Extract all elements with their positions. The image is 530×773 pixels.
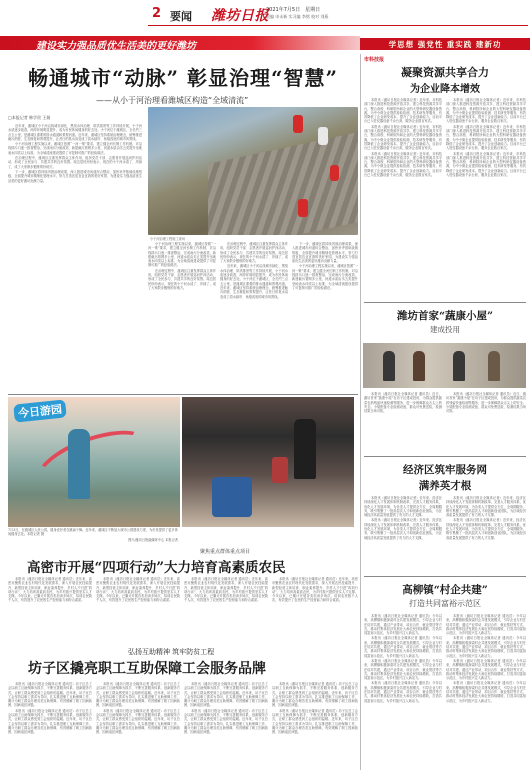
right-story4-subtitle: 打造共同富裕示范区 [409, 599, 481, 608]
issue-date: 2021年7月5日 星期日 [266, 7, 321, 13]
body-paragraph: 本报讯（潍坊日报社全媒体记者 通讯员）坊子区总工会以职工互助保障为抓手，不断完善服务体系，创新服务方式，让职工群众感受到工会组织的温暖。近年来，坊子区总工会坚持以职工需求为导向，扎实推进职工互助保障工作，累计为职工群众办理各类互助保障，有效缓解了职工因病致困、因病返贫问题。 [96, 682, 180, 708]
story2-body-col1 [8, 577, 92, 643]
body-paragraph: 近年来，潍城区小于河沿线城市绿化、黑臭水体治理、防洪排涝等工作持续开展，小于河水质逐步改善，两岸环境明显提升，成为市民休闲健身的好去处。小于河位于潍城区，全长约三点五公里，是潍城区重要的排水通道和景观河道。近年来，潍城区坚持系统治理理念，统筹推进截污纳管、生态修复和景观提升，让昔日的臭水沟变成了清水绿岸、鱼翔浅底的城市风景线。 [220, 264, 288, 299]
right-story2-subtitle: 建成投用 [430, 325, 460, 334]
body-paragraph: 本报讯（潍坊日报社全媒体记者 通讯员）近年来，高密市聚焦农业农村现代化发展需求，深入开展农民技能提升、新型经营主体培育、职业素养提升、乡村人才引进“四项行动”，大力培育高素质农民，为乡村振兴提供坚实人才支撑。今年以来，已累计开展各类培训多场次，培训农民数千人次，有效提升了农民的生产经营能力和综合素质。 [272, 577, 358, 603]
worker-figure [330, 165, 339, 181]
right-divider [364, 456, 526, 457]
today-park-mascot: 今日游园 [13, 399, 67, 422]
body-paragraph: 本报讯（潍坊日报社全媒体记者 通讯员）近日，潍坊首家“蔬康小屋”在坊子区建成投用，为群众提供蔬菜农药残留快速检测等服务，进一步保障群众舌尖上的安全。小屋配备专业检测设备，群众可免费送检，检测结果当场可知。 [364, 392, 442, 414]
slogan-banner-right [360, 38, 530, 50]
right-column-tag: 市科技报 [364, 57, 385, 63]
body-paragraph: 本报讯（潍坊日报社全媒体记者）近年来，经济区持续深化人才发展体制机制改革，完善人才服务体系，优化人才发展环境，为各类人才提供全方位、全周期服务，吸引集聚了一批高层次人才和创新创业团队，为区域经济高质量发展提供了有力的人才支撑。 [364, 496, 442, 518]
story2-label: 聚焦重点群体重点项目 [200, 549, 251, 555]
main-subhead: ——从小于河治理看潍城区构造“全域清流” [96, 96, 249, 105]
photo-caption: 小于河治理工程施工现场 [150, 237, 186, 241]
newspaper-logo: 潍坊日报 [211, 8, 269, 24]
body-paragraph: 小于河治理工程实施以来，潍城区按照“一河一策”要求，建立健全河长制工作机制，对沿线排污口逐一排查整治，完成雨污分流改造，新建截污管网多公里，河道水质由劣五类提升至地表水四类以上标准，为全域清流建设提供了可复制可推广的经验做法。 [8, 142, 142, 155]
photo-caption-text: 7月3日，在潍城区人民公园，健身爱好者在跳扇子舞。近年来，潍城区不断加大城市公园建设力度，为市民提供了更多休闲健身去处。本报记者 摄 [8, 528, 178, 537]
person-figure [383, 351, 395, 381]
right-story3-body-b [446, 496, 526, 572]
body-paragraph: 本报讯（潍坊日报社全媒体记者）近年来，市科技部门深入推进科技资源开放共享，建立科技资源共享平台，整合高校、科研院所和企业的大型科研仪器设备资源，为中小微企业提供检验检测、技术研发等服务，有效降低了企业研发成本，提升了企业创新能力。目前平台已入驻仪器设备千余台套，服务企业数百家次。 [364, 124, 442, 151]
body-paragraph: 本报讯（潍坊日报社全媒体记者）近年来，经济区持续深化人才发展体制机制改革，完善人才服务体系，优化人才发展环境，为各类人才提供全方位、全周期服务，吸引集聚了一批高层次人才和创新创业团队，为区域经济高质量发展提供了有力的人才支撑。 [364, 518, 442, 540]
visitor-figure [212, 477, 252, 517]
story2-headline: 高密市开展“四项行动”大力培育高素质农民 [27, 560, 286, 576]
park-visitor-photo [182, 397, 354, 527]
body-paragraph: 本报讯（潍坊日报社全媒体记者）近年来，市科技部门深入推进科技资源开放共享，建立科技资源共享平台，整合高校、科研院所和企业的大型科研仪器设备资源，为中小微企业提供检验检测、技术研发等服务，有效降低了企业研发成本，提升了企业创新能力。目前平台已入驻仪器设备千余台套，服务企业数百家次。 [446, 124, 526, 151]
body-paragraph: 本报讯（潍坊日报社全媒体记者 通讯员）坊子区总工会以职工互助保障为抓手，不断完善服务体系，创新服务方式，让职工群众感受到工会组织的温暖。近年来，坊子区总工会坚持以职工需求为导向，扎实推进职工互助保障工作，累计为职工群众办理各类互助保障，有效缓解了职工因病致困、因病返贫问题。 [272, 682, 358, 708]
story3-body-col4 [272, 682, 358, 770]
story3-body-col3 [184, 682, 268, 770]
right-divider [364, 576, 526, 577]
body-paragraph: 本报讯（潍坊日报社全媒体记者 通讯员）坊子区总工会以职工互助保障为抓手，不断完善服务体系，创新服务方式，让职工群众感受到工会组织的温暖。近年来，坊子区总工会坚持以职工需求为导向，扎实推进职工互助保障工作，累计为职工群众办理各类互助保障，有效缓解了职工因病致困、因病返贫问题。 [8, 682, 92, 708]
body-paragraph: 本报讯（潍坊日报社全媒体记者）近年来，经济区持续深化人才发展体制机制改革，完善人才服务体系，优化人才发展环境，为各类人才提供全方位、全周期服务，吸引集聚了一批高层次人才和创新创业团队，为区域经济高质量发展提供了有力的人才支撑。 [446, 518, 526, 540]
right-story2-body-a [364, 392, 442, 454]
body-paragraph: 本报讯（潍坊日报社全媒体记者 通讯员）今年以来，高柳镇积极探索村企共建发展模式，引导企业与村庄结对共建，通过产业带动、项目合作、就业帮扶等方式，推动村集体经济发展壮大和农民持续增收，打造共同富裕示范区，为乡村振兴注入新活力。 [446, 614, 526, 636]
masthead-rule [148, 25, 528, 26]
body-paragraph: 本报讯（潍坊日报社全媒体记者 通讯员）近日，潍坊首家“蔬康小屋”在坊子区建成投用，为群众提供蔬菜农药残留快速检测等服务，进一步保障群众舌尖上的安全。小屋配备专业检测设备，群众可免费送检，检测结果当场可知。 [446, 392, 526, 414]
section-divider [8, 394, 358, 395]
body-paragraph: 本报讯（潍坊日报社全媒体记者）近年来，市科技部门深入推进科技资源开放共享，建立科技资源共享平台，整合高校、科研院所和企业的大型科研仪器设备资源，为中小微企业提供检验检测、技术研发等服务，有效降低了企业研发成本，提升了企业创新能力。目前平台已入驻仪器设备千余台套，服务企业数百家次。 [364, 151, 442, 178]
right-story1-title: 凝聚资源共享合力 [401, 66, 489, 79]
story3-headline: 坊子区撬亮职工互助保障工会服务品牌 [28, 661, 266, 677]
body-paragraph: 下一步，潍城区将持续巩固治理成果，深入推进城市河道综合整治，加快补齐基础设施短板，全面提升城市精细化管理水平，努力打造宜居宜业宜游的美好家园，为建设实力强品质优生活美的更好潍坊贡献力量。 [292, 242, 358, 264]
body-paragraph: 本报讯（潍坊日报社全媒体记者 通讯员）今年以来，高柳镇积极探索村企共建发展模式，引导企业与村庄结对共建，通过产业带动、项目合作、就业帮扶等方式，推动村集体经济发展壮大和农民持续增收，打造共同富裕示范区，为乡村振兴注入新活力。 [446, 636, 526, 658]
dancer-figure [68, 429, 90, 499]
body-paragraph: 本报讯（潍坊日报社全媒体记者）近年来，市科技部门深入推进科技资源开放共享，建立科技资源共享平台，整合高校、科研院所和企业的大型科研仪器设备资源，为中小微企业提供检验检测、技术研发等服务，有效降低了企业研发成本，提升了企业创新能力。目前平台已入驻仪器设备千余台套，服务企业数百家次。 [446, 151, 526, 178]
right-story2-title: 潍坊首家“蔬康小屋” [396, 310, 494, 322]
story3-label: 弘扬互助精神 筑牢防贫工程 [128, 648, 215, 656]
body-paragraph: 在治理过程中，潍城区注重发挥群众主体作用，组织党员干部、志愿者开展巡河护河活动，形成了全民参与、共建共享的良好氛围。周边居民纷纷表示，现在的小于河水清了、岸绿了，成了大家散步锻炼的好地方。 [220, 242, 288, 264]
slogan-text-left: 建设实力强品质优生活美的更好潍坊 [36, 41, 196, 52]
slogan-text-right: 学思想 强党性 重实践 建新功 [388, 40, 502, 49]
section-name: 要闻 [170, 10, 192, 23]
right-story3-body-a [364, 496, 442, 572]
main-body-col2 [148, 242, 216, 392]
worker-figure [293, 115, 303, 133]
body-paragraph: 小于河治理工程实施以来，潍城区按照“一河一策”要求，建立健全河长制工作机制，对沿线排污口逐一排查整治，完成雨污分流改造，新建截污管网多公里，河道水质由劣五类提升至地表水四类以上标准，为全域清流建设提供了可复制可推广的经验做法。 [148, 242, 216, 268]
body-paragraph: 本报讯（潍坊日报社全媒体记者 通讯员）今年以来，高柳镇积极探索村企共建发展模式，引导企业与村庄结对共建，通过产业带动、项目合作、就业帮扶等方式，推动村集体经济发展壮大和农民持续增收，打造共同富裕示范区，为乡村振兴注入新活力。 [364, 681, 442, 703]
body-paragraph: 本报讯（潍坊日报社全媒体记者）近年来，市科技部门深入推进科技资源开放共享，建立科技资源共享平台，整合高校、科研院所和企业的大型科研仪器设备资源，为中小微企业提供检验检测、技术研发等服务，有效降低了企业研发成本，提升了企业创新能力。目前平台已入驻仪器设备千余台套，服务企业数百家次。 [446, 98, 526, 124]
person-figure [488, 351, 500, 381]
main-body-col3 [220, 242, 288, 392]
visitor-figure [294, 419, 316, 479]
right-story3-title: 经济区筑牢服务网 [403, 464, 487, 476]
body-paragraph: 本报讯（潍坊日报社全媒体记者 通讯员）近年来，高密市聚焦农业农村现代化发展需求，深入开展农民技能提升、新型经营主体培育、职业素养提升、乡村人才引进“四项行动”，大力培育高素质农民，为乡村振兴提供坚实人才支撑。今年以来，已累计开展各类培训多场次，培训农民数千人次，有效提升了农民的生产经营能力和综合素质。 [8, 577, 92, 603]
column-divider [360, 54, 361, 770]
body-paragraph: 本报讯（潍坊日报社全媒体记者 通讯员）今年以来，高柳镇积极探索村企共建发展模式，引导企业与村庄结对共建，通过产业带动、项目合作、就业帮扶等方式，推动村集体经济发展壮大和农民持续增收，打造共同富裕示范区，为乡村振兴注入新活力。 [364, 636, 442, 658]
worker-figure [298, 199, 308, 217]
story3-body-col2 [96, 682, 180, 770]
right-story1-body-b [446, 98, 526, 298]
body-paragraph: 下一步，潍城区将持续巩固治理成果，深入推进城市河道综合整治，加快补齐基础设施短板，全面提升城市精细化管理水平，努力打造宜居宜业宜游的美好家园，为建设实力强品质优生活美的更好潍坊贡献力量。 [8, 169, 142, 183]
river-construction-photo [148, 107, 358, 235]
body-paragraph: 近年来，潍城区小于河沿线城市绿化、黑臭水体治理、防洪排涝等工作持续开展，小于河水质逐步改善，两岸环境明显提升，成为市民休闲健身的好去处。小于河位于潍城区，全长约三点五公里，是潍城区重要的排水通道和景观河道。近年来，潍城区坚持系统治理理念，统筹推进截污纳管、生态修复和景观提升，让昔日的臭水沟变成了清水绿岸、鱼翔浅底的城市风景线。 [8, 124, 142, 141]
story3-body-col1 [8, 682, 92, 770]
story2-body-col4 [272, 577, 358, 643]
body-paragraph: 在治理过程中，潍城区注重发挥群众主体作用，组织党员干部、志愿者开展巡河护河活动，形成了全民参与、共建共享的良好氛围。周边居民纷纷表示，现在的小于河水清了、岸绿了，成了大家散步锻炼的好地方。 [8, 156, 142, 169]
story2-body-col3 [184, 577, 268, 643]
main-body-col1 [8, 124, 142, 392]
body-paragraph: 本报讯（潍坊日报社全媒体记者 通讯员）今年以来，高柳镇积极探索村企共建发展模式，引导企业与村庄结对共建，通过产业带动、项目合作、就业帮扶等方式，推动村集体经济发展壮大和农民持续增收，打造共同富裕示范区，为乡村振兴注入新活力。 [364, 658, 442, 681]
main-byline: □本报记者 韩学贵 王娟 [8, 115, 51, 120]
right-story1-subtitle: 为企业降本增效 [410, 84, 480, 95]
body-paragraph: 本报讯（潍坊日报社全媒体记者 通讯员）近年来，高密市聚焦农业农村现代化发展需求，深入开展农民技能提升、新型经营主体培育、职业素养提升、乡村人才引进“四项行动”，大力培育高素质农民，为乡村振兴提供坚实人才支撑。今年以来，已累计开展各类培训多场次，培训农民数千人次，有效提升了农民的生产经营能力和综合素质。 [184, 577, 268, 603]
main-body-col4 [292, 242, 358, 392]
right-story4-title: 高柳镇“村企共建” [402, 584, 488, 596]
body-paragraph: 本报讯（潍坊日报社全媒体记者 通讯员）今年以来，高柳镇积极探索村企共建发展模式，引导企业与村庄结对共建，通过产业带动、项目合作、就业帮扶等方式，推动村集体经济发展壮大和农民持续增收，打造共同富裕示范区，为乡村振兴注入新活力。 [364, 614, 442, 636]
body-paragraph: 本报讯（潍坊日报社全媒体记者 通讯员）近年来，高密市聚焦农业农村现代化发展需求，深入开展农民技能提升、新型经营主体培育、职业素养提升、乡村人才引进“四项行动”，大力培育高素质农民，为乡村振兴提供坚实人才支撑。今年以来，已累计开展各类培训多场次，培训农民数千人次，有效提升了农民的生产经营能力和综合素质。 [96, 577, 180, 603]
body-paragraph: 本报讯（潍坊日报社全媒体记者）近年来，经济区持续深化人才发展体制机制改革，完善人才服务体系，优化人才发展环境，为各类人才提供全方位、全周期服务，吸引集聚了一批高层次人才和创新创业团队，为区域经济高质量发展提供了有力的人才支撑。 [446, 496, 526, 518]
main-headline: 畅通城市“动脉” 彰显治理“智慧” [28, 66, 338, 90]
story2-body-col2 [96, 577, 180, 643]
right-story4-body-a [364, 614, 442, 770]
body-paragraph: 本报讯（潍坊日报社全媒体记者 通讯员）坊子区总工会以职工互助保障为抓手，不断完善服务体系，创新服务方式，让职工群众感受到工会组织的温暖。近年来，坊子区总工会坚持以职工需求为导向，扎实推进职工互助保障工作，累计为职工群众办理各类互助保障，有效缓解了职工因病致困、因病返贫问题。 [184, 708, 268, 735]
photo-caption-block [8, 528, 178, 542]
body-paragraph: 本报讯（潍坊日报社全媒体记者 通讯员）今年以来，高柳镇积极探索村企共建发展模式，引导企业与村庄结对共建，通过产业带动、项目合作、就业帮扶等方式，推动村集体经济发展壮大和农民持续增收，打造共同富裕示范区，为乡村振兴注入新活力。 [446, 681, 526, 703]
body-paragraph: 本报讯（潍坊日报社全媒体记者 通讯员）坊子区总工会以职工互助保障为抓手，不断完善服务体系，创新服务方式，让职工群众感受到工会组织的温暖。近年来，坊子区总工会坚持以职工需求为导向，扎实推进职工互助保障工作，累计为职工群众办理各类互助保障，有效缓解了职工因病致困、因病返贫问题。 [184, 682, 268, 708]
ribbon [28, 418, 158, 506]
visitor-figure [272, 457, 288, 483]
body-paragraph: 在治理过程中，潍城区注重发挥群众主体作用，组织党员干部、志愿者开展巡河护河活动，形成了全民参与、共建共享的良好氛围。周边居民纷纷表示，现在的小于河水清了、岸绿了，成了大家散步锻炼的好地方。 [148, 268, 216, 290]
right-story4-body-b [446, 614, 526, 770]
worker-figure [318, 127, 328, 145]
stone-wall [208, 130, 358, 235]
body-paragraph: 本报讯（潍坊日报社全媒体记者 通讯员）坊子区总工会以职工互助保障为抓手，不断完善服务体系，创新服务方式，让职工群众感受到工会组织的温暖。近年来，坊子区总工会坚持以职工需求为导向，扎实推进职工互助保障工作，累计为职工群众办理各类互助保障，有效缓解了职工因病致困、因病返贫问题。 [8, 708, 92, 735]
body-paragraph: 本报讯（潍坊日报社全媒体记者 通讯员）今年以来，高柳镇积极探索村企共建发展模式，引导企业与村庄结对共建，通过产业带动、项目合作、就业帮扶等方式，推动村集体经济发展壮大和农民持续增收，打造共同富裕示范区，为乡村振兴注入新活力。 [446, 658, 526, 681]
right-story2-body-b [446, 392, 526, 454]
right-divider [364, 302, 526, 303]
right-story3-subtitle: 满养英才根 [418, 480, 472, 492]
slogan-banner-left [0, 36, 360, 50]
body-paragraph: 本报讯（潍坊日报社全媒体记者 通讯员）坊子区总工会以职工互助保障为抓手，不断完善服务体系，创新服务方式，让职工群众感受到工会组织的温暖。近年来，坊子区总工会坚持以职工需求为导向，扎实推进职工互助保障工作，累计为职工群众办理各类互助保障，有效缓解了职工因病致困、因病返贫问题。 [272, 708, 358, 735]
body-paragraph: 本报讯（潍坊日报社全媒体记者）近年来，市科技部门深入推进科技资源开放共享，建立科技资源共享平台，整合高校、科研院所和企业的大型科研仪器设备资源，为中小微企业提供检验检测、技术研发等服务，有效降低了企业研发成本，提升了企业创新能力。目前平台已入驻仪器设备千余台套，服务企业数百家次。 [364, 98, 442, 124]
body-paragraph: 小于河治理工程实施以来，潍城区按照“一河一策”要求，建立健全河长制工作机制，对沿线排污口逐一排查整治，完成雨污分流改造，新建截污管网多公里，河道水质由劣五类提升至地表水四类以上标准，为全域清流建设提供了可复制可推广的经验做法。 [292, 264, 358, 290]
park-dance-photo [8, 397, 180, 527]
right-story1-body-a [364, 98, 442, 298]
body-paragraph: 本报讯（潍坊日报社全媒体记者 通讯员）坊子区总工会以职工互助保障为抓手，不断完善服务体系，创新服务方式，让职工群众感受到工会组织的温暖。近年来，坊子区总工会坚持以职工需求为导向，扎实推进职工互助保障工作，累计为职工群众办理各类互助保障，有效缓解了职工因病致困、因病返贫问题。 [96, 708, 180, 735]
person-figure [413, 351, 425, 381]
editor-line: 责编 申永新 实习编 李铭 校对 刘燕 [266, 14, 329, 19]
person-figure [453, 351, 465, 381]
page-number: 2 [152, 6, 162, 21]
veggie-hut-photo [363, 343, 526, 388]
photo-credit: 图片/潍坊日报融媒体中心 本报记者 [128, 537, 178, 542]
